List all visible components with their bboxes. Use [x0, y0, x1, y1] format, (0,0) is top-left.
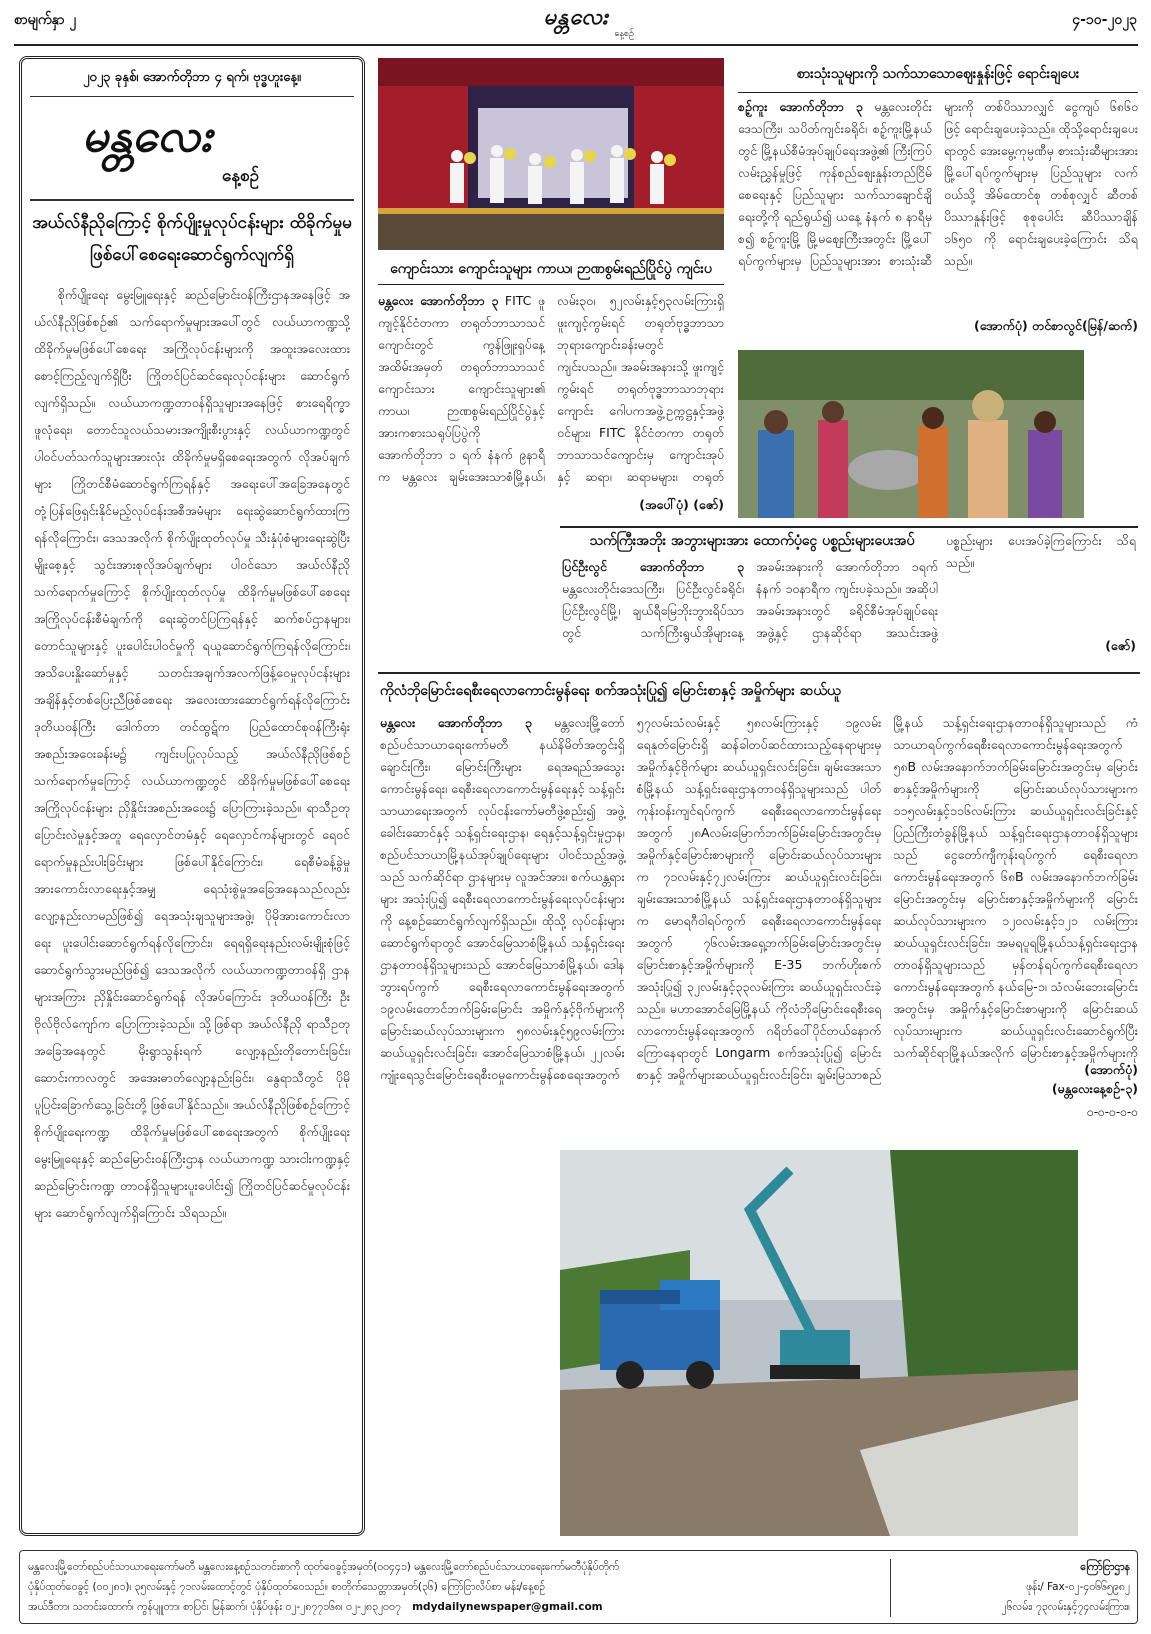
drainage-end-marker: ဝ-ဝ-ဝ-ဝ-ဝ	[1086, 1105, 1138, 1119]
masthead-small	[512, 2, 640, 42]
students-text: FITC ဖူကျင့်နိုင်ငံတကာ တရုတ်ဘာသာသင်ကျောင်းတွင် ကွန်ဖြူးရှပ်နေ့ အထိမ်းအမှတ် တရုတ်ဘာသာသင်ကျောင်းသား ကျောင်းသူများ၏ ကာယ၊ ဉာဏစွမ်းရည်ပြိုင်ပွဲနှင့် အားကစားသရုပ်ပြပွဲကို အောက်တိုဘာ ၁ ရက် နံနက် ၉နာရီက မန္တလေး ချမ်းအေးသာစံမြို့နယ်၊ လမ်း၃၀၊ ၅၂လမ်းနှင့်၅၃လမ်းကြားရှိ ဖူးကျင့်ကွမ်းရင် တရုတ်ဗုဒ္ဓဘာသာဘုရားကျောင်းခန်းမတွင် ကျင်းပသည်။ အခမ်းအနားသို့ ဖူးကျင့်ကွမ်းရင် တရုတ်ဗုဒ္ဓဘာသာဘုရားကျောင်း ဂေါပကအဖွဲ့ဥက္ကဋ္ဌနှင့်အဖွဲ့ဝင်များ၊ FITC နိုင်ငံတကာ တရုတ်ဘာသာသင်ကျောင်းမှ ကျောင်းအုပ်နှင့် ဆရာ၊ ဆရာမများ၊ တရုတ်	[378, 293, 724, 484]
consumers-text: မန္တလေးတိုင်းဒေသကြီး၊ သပိတ်ကျင်းခရိုင်၊ စဉ့်ကူးမြို့နယ်တွင် မြို့နယ်စီမံအုပ်ချုပ်ရေးအဖွဲ့၏ ကြီးကြပ်လမ်းညွှန်မှုဖြင့် ကုန်စည်ဈေးနှုန်းတည်ငြိမ်စေရေးနှင့် ပြည်သူများ သက်သာချောင်ချိရေးတို့ကို ရည်ရွယ်၍ ယနေ့ နံနက် ၈ နာရီမှစ၍ စဉ့်ကူးမြို့ မြို့မဈေးကြီးအတွင်း မြို့ပေါ်ရပ်ကွက်များမှ ပြည်သူများအား စားသုံးဆီများကို တစ်ပိဿာလျှင် ငွေကျပ် ၆၈၆၀ ဖြင့် ရောင်းချပေးခဲ့သည်။ ထိုသို့ရောင်းချပေးရာတွင် အေးမွေ့ကုမ္ပဏီမှ စားသုံးဆီများအား မြို့ပေါ်ရပ်ကွက်များမှ ပြည်သူများ လက်ဝယ်သို့ အိမ်ထောင်စု တစ်စုလျှင် ဆီတစ်ပိဿာနှုန်းဖြင့် စုစုပေါင်း ဆီပိဿာချိန် ၁၆၅၀ ကို ရောင်းချပေးခဲ့ကြောင်း သိရသည်။	[738, 99, 1138, 268]
elderly-continuation-text: ပစ္စည်းများ ပေးအပ်ခဲ့ကြကြောင်း သိရသည်။	[946, 533, 1136, 570]
excavator-photo-image	[560, 1150, 1078, 1536]
drainage-credit-source: (မန္တလေးနေ့စဉ်-၃)	[1051, 1081, 1138, 1096]
consumers-dateline: စဉ့်ကူး အောက်တိုဘာ ၃	[738, 99, 863, 114]
drainage-credit: (အောက်ပုံ)	[1084, 1062, 1138, 1077]
drainage-headline: ကိုလံဘိုမြောင်းရေစီးရေလာကောင်းမွန်ရေး စက်အသုံးပြု၍ မြောင်းစာနှင့် အမှိုက်များ ဆယ်ယူ	[380, 683, 841, 699]
header-rule	[14, 44, 1138, 46]
footer-line-3	[28, 1597, 878, 1617]
ad-address: ၂၆လမ်း၊ ၇၃လမ်းနှင့်၇၄လမ်းကြား။	[1001, 1601, 1130, 1613]
ad-phone: ဖုန်း/ Fax-၀၂-၄၀၆၆၅၉၈၂	[1026, 1581, 1130, 1593]
paper-logo-title: မန္တလေး	[82, 108, 212, 162]
students-article	[378, 290, 724, 522]
market-photo-image	[738, 350, 1084, 518]
drainage-body	[380, 712, 1138, 1100]
left-column-box	[19, 56, 365, 1536]
lead-body: စိုက်ပျိုးရေး မွေးမြူရေးနှင့် ဆည်မြောင်းဝန်ကြီးဌာနအနေဖြင့် အယ်လ်နီညိုဖြစ်စဉ်၏ သက်ရောက်မှုများအပေါ်တွင် လယ်ယာကဏ္ဍသို့ ထိခိုက်မှုမဖြစ်ပေါ်စေရေး အကြိုလုပ်ငန်းများကို အထူးအလေးထားစောင့်ကြည့်လျက်ရှိပြီး ကြိုတင်ပြင်ဆင်ရေးလုပ်ငန်းများ ဆောင်ရွက်လျက်ရှိသည်။ လယ်ယာကဏ္ဍတာဝန်ရှိသူများအနေဖြင့် စားရေရိက္ခာဖူလုံရေး၊ တောင်သူလယ်သမားအကျိုးစီးပွားနှင့် လယ်ယာကဏ္ဍတွင် ပါဝင်ပတ်သက်သူများအားလုံး ထိခိုက်မှုမရှိစေရေးအတွက် လိုအပ်ချက်များ ကြိုတင်စီမံဆောင်ရွက်ကြရန်နှင့် အရေးပေါ်အခြေအနေတွင် တုံ့ပြန်ဖြေရှင်းနိုင်မည့်လုပ်ငန်းအစီအမံများ ရေးဆွဲဆောင်ရွက်ထားကြရန်လိုကြောင်း၊ ဒေသအလိုက် စိုက်ပျိုးထုတ်လုပ်မှု သီးနှံပုံစံများရေးဆွဲပြီး မျိုးစေ့နှင့် သွင်းအားစုလိုအပ်ချက်များ ပါဝင်သော အယ်လ်နီညို သက်ရောက်မှုကြောင့် စိုက်ပျိုးထုတ်လုပ်မှု ထိခိုက်မှုမဖြစ်ပေါ်စေရေး အကြိုလုပ်ငန်းစီမံချက်ကို ရေးဆွဲတင်ပြကြရန်နှင့် ဆက်စပ်ဌာနများ၊ တောင်သူများနှင့် ပူးပေါင်းပါဝင်မှုကို ရယူဆောင်ရွက်ကြရန်လိုကြောင်း၊ အသိပေးနှိုးဆော်မှုနှင့် သတင်းအချက်အလက်ဖြန့်ဝေမှုလုပ်ငန်းများ အချိန်နှင့်တစ်ပြေးညီဖြစ်စေရေး အလေးထားဆောင်ရွက်ရန်လိုကြောင်း ဒုတိယဝန်ကြီး ဒေါက်တာ တင်ထွဋ်က ပြည်ထောင်စုဝန်ကြီးရုံး အစည်းအဝေးခန်းမ၌ ကျင်းပပြုလုပ်သည့် အယ်လ်နီညိုဖြစ်စဉ် သက်ရောက်မှုကြောင့် လယ်ယာကဏ္ဍတွင် ထိခိုက်မှုမဖြစ်ပေါ်စေရေး အကြိုလုပ်ငန်းများ ညှိနှိုင်းအစည်းအဝေး၌ ပြောကြားခဲ့သည်။ ရာသီဥတုပြောင်းလဲမှုနှင့်အတူ ရေလှောင်တမံနှင့် ရေလှောင်ကန်များတွင် ရေဝင်ရောက်မှုနည်းပါးခြင်းများ ဖြစ်ပေါ်နိုင်ကြောင်း၊ ရေစီမံခန့်ခွဲမှု အားကောင်းလာရေးနှင့်အမျှ ရေသုံးစွဲမှုအခြေအနေသည်လည်း လျော့နည်းလာမည်ဖြစ်၍ ရေအသုံးချသူများအဖွဲ့၊ ပိုမိုအားကောင်းလာရေး ပူးပေါင်းဆောင်ရွက်ရန်လိုကြောင်း၊ ရေရရှိရေးနည်းလမ်းမျိုးစုံဖြင့် ဆောင်ရွက်သွားမည်ဖြစ်၍ ဒေသအလိုက် လယ်ယာကဏ္ဍတာဝန်ရှိ ဌာနများအကြား ညှိနှိုင်းဆောင်ရွက်ရန် လိုအပ်ကြောင်း ဒုတိယဝန်ကြီး ဦးဗိုလ်ဗိုလ်ကျော်က ပြောကြားခဲ့သည်။ သို့ဖြစ်ရာ အယ်လ်နီညို ရာသီဥတုအခြေအနေတွင် မိုးရွာသွန်းရက် လျော့နည်းတိုတောင်းခြင်း၊ ဆောင်းကာလတွင် အအေးဓာတ်လျော့နည်းခြင်း၊ နွေရာသီတွင် ပိုမိုပူပြင်းခြောက်သွေ့ခြင်းတို့ ဖြစ်ပေါ်နိုင်သည်။ အယ်လ်နီညိုဖြစ်စဉ်ကြောင့် စိုက်ပျိုးရေးကဏ္ဍ ထိခိုက်မှုမဖြစ်ပေါ်စေရေးအတွက် စိုက်ပျိုးရေး မွေးမြူရေးနှင့် ဆည်မြောင်းဝန်ကြီးဌာန လယ်ယာကဏ္ဍ သားငါးကဏ္ဍနှင့် ဆည်မြောင်းကဏ္ဍ တာဝန်ရှိသူများပူးပေါင်း၍ ကြိုတင်ပြင်ဆင်မှုလုပ်ငန်းများ ဆောင်ရွက်လျက်ရှိကြောင်း သိရသည်။	[34, 287, 350, 1220]
ad-title: ကြော်ငြာဌာန	[1080, 1561, 1130, 1573]
ad-section	[900, 1557, 1130, 1617]
elderly-credit: (ဇော်)	[1105, 638, 1136, 653]
lead-headline: အယ်လ်နီညိုကြောင့် စိုက်ပျိုးမှုလုပ်ငန်းများ ထိခိုက်မှုမဖြစ်ပေါ်စေရေးဆောင်ရွက်လျက်ရှိ	[32, 213, 352, 265]
market-photo	[738, 350, 1084, 518]
students-headline-rule	[378, 284, 724, 285]
consumers-article	[738, 96, 1138, 344]
drainage-credits	[968, 1062, 1138, 1122]
footer-line-2: ပုံနှိပ်ထုတ်ဝေခွင့် (၀၀၂၈၁)၊ ၃၅လမ်းနှင့် ၇၁လမ်းထောင့်တွင် ပုံနှိပ်ထုတ်ဝေသည်။ စာတိုက်သေတ္တာအမှတ်(၃၆) ကြော်ငြာလိပ်စာ မန်း/နေ့စဉ်	[28, 1581, 546, 1593]
footer-line-3-text: အယ်ဒီတာ၊ သတင်းထောက်၊ ကွန်ပျူတာ၊ စာပြင်၊ မြန်ဆက်၊ ပုံနှိပ်ဖုန်း ၀၂-၂၈၇၇၁၆၈၊ ၀၂-၂၈၃၂၀၀၇	[28, 1601, 401, 1613]
elderly-article	[562, 556, 938, 664]
students-headline: ကျောင်းသား ကျောင်းသူများ ကာယ၊ ဉာဏစွမ်းရည်ပြိုင်ပွဲ ကျင်းပ	[390, 261, 712, 277]
paper-logo	[22, 103, 362, 195]
consumers-headline-rule	[738, 92, 1138, 93]
issue-date: ၄-၁၀-၂၀၂၃	[1072, 12, 1137, 28]
students-dateline: မန္တလေး အောက်တိုဘာ ၃	[378, 293, 499, 308]
footer-divider	[890, 1559, 891, 1617]
footer-imprint	[28, 1557, 878, 1617]
footer-line-1: မန္တလေးမြို့တော်စည်ပင်သာယာရေးကော်မတီ မန္တလေးနေ့စဉ်သတင်းစာကို ထုတ်ဝေခွင့်အမှတ်(၀၀၄၄၁) မန္တလေးမြို့တော်စည်ပင်သာယာရေးကော်မတီပုံနှိပ်တိုက်	[28, 1561, 620, 1573]
consumers-body	[738, 96, 1138, 318]
excavator-photo	[560, 1150, 1078, 1536]
elderly-headline: သက်ကြီးအဘိုး အဘွားများအား ထောက်ပံ့ငွေ ပစ္စည်းများပေးအပ်	[589, 533, 915, 549]
masthead-small-sub: နေ့စဉ်	[614, 29, 634, 39]
page-number: စာမျက်နှာ ၂	[14, 12, 77, 28]
paper-logo-sub: နေ့စဉ်	[222, 166, 260, 186]
elderly-text: မန္တလေးတိုင်းဒေသကြီး၊ ပြင်ဦးလွင်ခရိုင်၊ ပြင်ဦးလွင်မြို့၊ ချယ်ရီမြေဘိုးဘွားရိပ်သာတွင် သက်ကြီးရွယ်အိုများနေ့ အခမ်းအနားကို အောက်တိုဘာ ၁ရက် နံနက် ၁၀နာရီက ကျင်းပခဲ့သည်။ အဆိုပါအခမ်းအနားတွင် ခရိုင်စီမံအုပ်ချုပ်ရေးအဖွဲ့နှင့် ဌာနဆိုင်ရာ အသင်းအဖွဲ့	[562, 559, 938, 640]
footer-email[interactable]: mdydailynewspaper@gmail.com	[412, 1601, 603, 1613]
elderly-top-rule	[560, 526, 1138, 528]
consumers-credit: (အောက်ပုံ) တင်စာလွင်(မြန်/ဆက်)	[974, 318, 1138, 333]
drainage-text: မန္တလေးမြို့တော်စည်ပင်သာယာရေးကော်မတီ နယ်နိမိတ်အတွင်းရှိ ချောင်းကြီး၊ မြောင်းကြီးများ ရေအရည်အသွေးကောင်းမွန်ရေး၊ ရေစီးရေလာကောင်းမွန်ရေးနှင့် သန့်ရှင်းသာယာရေးအတွက် လုပ်ငန်းကော်မတီဖွဲ့စည်း၍ အဖွဲ့ခေါင်းဆောင်နှင့် သန့်ရှင်းရေးဌာန၊ ရေနှင့်သန့်ရှင်းမှုဌာန၊ စည်ပင်သာယာမြို့နယ်အုပ်ချုပ်ရေးများ ပါဝင်သည့်အဖွဲ့သည် သက်ဆိုင်ရာ ဌာနများမှ လူအင်အား၊ စက်ယန္တရားများ အသုံးပြု၍ ရေစီးရေလာကောင်းမွန်ရေးလုပ်ငန်းများကို နေ့စဉ်ဆောင်ရွက်လျက်ရှိသည်။ ထိုသို့ လုပ်ငန်းများဆောင်ရွက်ရာတွင် အောင်မြေသာစံမြို့နယ် သန့်ရှင်းရေးဌာနတာဝန်ရှိသူများသည် အောင်မြေသာစံမြို့နယ်၊ ဒေါနဘွားရပ်ကွက် ရေစီးရေလာကောင်းမွန်ရေးအတွက် ၁၉လမ်းတောင်ဘက်ခြမ်းမြောင်း အမှိုက်နှင့်ဗိုက်များကို မြောင်းဆယ်လုပ်သားများက ၅၈လမ်းနှင့်၅၉လမ်းကြား ဆယ်ယူရှင်းလင်းခြင်း၊ အောင်မြေသာစံမြို့နယ်၊ ၂၂လမ်းကျုံးရေသွင်းမြောင်းရေစီးဝမှုကောင်းမွန်စေရေးအတွက် ၅၇လမ်းသံလမ်းနှင့် ၅၈လမ်းကြားနှင့် ၁၉လမ်းရေနုတ်မြောင်းရှိ ဆန်ခါတပ်ဆင်ထားသည့်နေရာများမှ အမှိုက်နှင့်ဗိုက်များ ဆယ်ယူရှင်းလင်းခြင်း၊ ချမ်းအေးသာစံမြို့နယ် သန့်ရှင်းရေးဌာနတာဝန်ရှိသူများသည် ပါတ်ကုန်းဝန်းကျင်ရပ်ကွက် ရေစီးရေလာကောင်းမွန်ရေးအတွက် ၂၈Aလမ်းမြောက်ဘက်ခြမ်းမြောင်းအတွင်းမှ အမှိုက်နှင့်မြောင်းစာများကို မြောင်းဆယ်လုပ်သားများက ၇၁လမ်းနှင့်၇၂လမ်းကြား ဆယ်ယူရှင်းလင်းခြင်း၊ ချမ်းအေးသာစံမြို့နယ် သန့်ရှင်းရေးဌာနတာဝန်ရှိသူများက မောရဂီဝါရပ်ကွက် ရေစီးရေလာကောင်းမွန်ရေးအတွက် ၇၆လမ်းအရှေ့ဘက်ခြမ်းမြောင်းအတွင်းမှ မြောင်းစာနှင့်အမှိုက်များကို E-35 ဘက်ဟိုးစက်အသုံးပြု၍ ၃၂လမ်းနှင့်၃၃လမ်းကြား ဆယ်ယူရှင်းလင်းခဲ့သည်။ မဟာအောင်မြေမြို့နယ် ကိုလံဘိုမြောင်းရေစီးရေလာကောင်းမွန်ရေးအတွက် ဂရိတ်ဝေါ်ပိုင်တယ်နောက်ကြောနေရာတွင် Longarm စက်အသုံးပြု၍ မြောင်းစာနှင့် အမှိုက်များဆယ်ယူရှင်းလင်းခြင်း၊ ချမ်းမြသာစည်မြို့နယ် သန့်ရှင်းရေးဌာနတာဝန်ရှိသူများသည် ကံသာယာရပ်ကွက်ရေစီးရေလာကောင်းမွန်ရေးအတွက် ၅၈B လမ်းအနောက်ဘက်ခြမ်းမြောင်းအတွင်းမှ မြောင်းစာနှင့်အမှိုက်များကို မြောင်းဆယ်လုပ်သားများက ၁၁၅လမ်းနှင့်၁၁၆လမ်းကြား ဆယ်ယူရှင်းလင်းခြင်းနှင့် ပြည်ကြီးတံခွန်မြို့နယ် သန့်ရှင်းရေးဌာနတာဝန်ရှိသူများသည် ငွေတော်ကျီကုန်းရပ်ကွက် ရေစီးရေလာကောင်းမွန်ရေးအတွက် ၆၈B လမ်းအနောက်ဘက်ခြမ်းမြောင်းအတွင်းမှ မြောင်းစာနှင့်အမှိုက်များကို မြောင်းဆယ်လုပ်သားများက ၁၂၀လမ်းနှင့်၁၂၁ လမ်းကြား ဆယ်ယူရှင်းလင်းခြင်း၊ အမရပူရမြို့နယ်သန့်ရှင်းရေးဌာန တာဝန်ရှိသူများသည် မှန်တန်ရပ်ကွက်ရေစီးရေလာကောင်းမွန်ရေးအတွက် နယ်မြေ-၁၊ သံလမ်းဘေးမြောင်းအတွင်းမှ အမှိုက်နှင့်မြောင်းစာများကို မြောင်းဆယ်လုပ်သားများက ဆယ်ယူရှင်းလင်းဆောင်ရွက်ပြီး သက်ဆိုင်ရာမြို့နယ်အလိုက် မြောင်းစာနှင့်အမှိုက်များကို	[380, 715, 1138, 1082]
performance-photo-image	[378, 58, 724, 250]
students-body	[378, 290, 724, 495]
masthead-small-title: မန္တလေး	[543, 4, 609, 30]
edition-dateline-rule	[30, 96, 354, 97]
students-credit: (အပေါ်ပုံ) (ဇော်)	[639, 497, 724, 512]
drainage-dateline: မန္တလေး အောက်တိုဘာ ၃	[380, 715, 532, 730]
elderly-body	[562, 556, 938, 664]
drainage-article	[380, 712, 1138, 1100]
consumers-headline: စားသုံးသူများကို သက်သာသောဈေးနှုန်းဖြင့် ရောင်းချပေး	[796, 66, 1080, 82]
footer-box	[19, 1550, 1138, 1624]
elderly-dateline: ပြင်ဦးလွင် အောက်တိုဘာ ၃	[562, 559, 744, 574]
edition-dateline: ၂၀၂၃ ခုနှစ်၊ အောက်တိုဘာ ၄ ရက်၊ ဗုဒ္ဓဟူးနေ့။	[83, 70, 301, 85]
elderly-continuation	[946, 530, 1136, 664]
performance-photo	[378, 58, 724, 250]
